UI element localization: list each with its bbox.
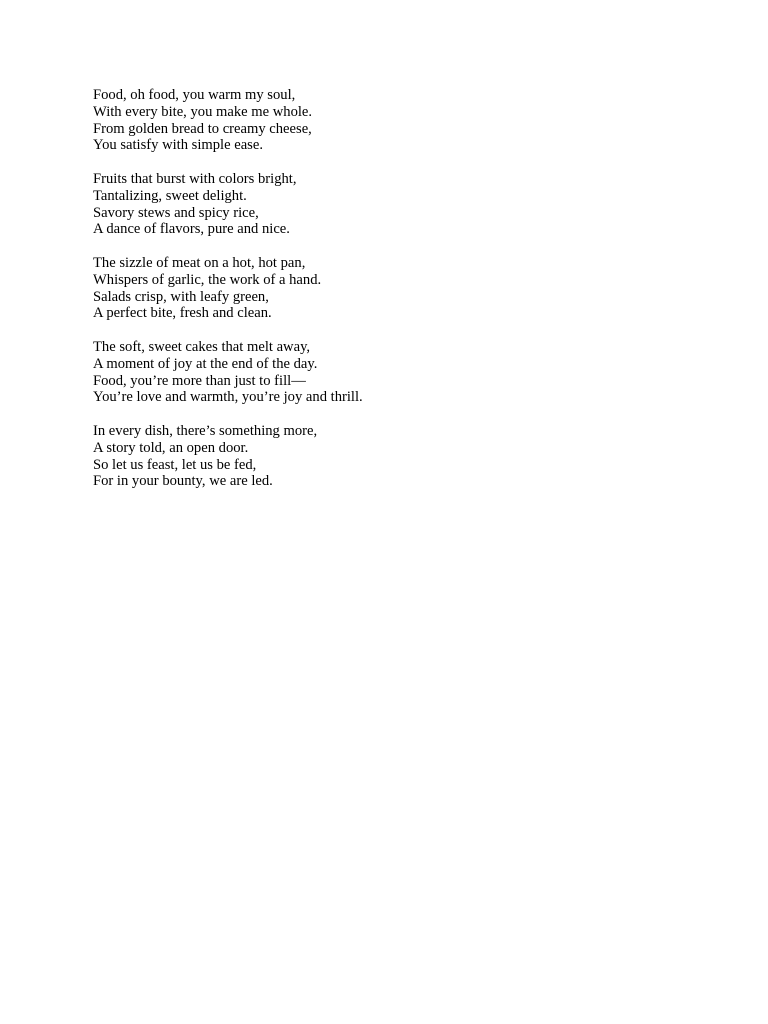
poem-line: Food, oh food, you warm my soul, (93, 87, 296, 103)
poem-line: You satisfy with simple ease. (93, 137, 263, 154)
stanza-4 (93, 339, 693, 406)
poem-line: So let us feast, let us be fed, (93, 456, 257, 473)
poem-line: Savory stews and spicy rice, (93, 204, 259, 221)
poem-line: From golden bread to creamy cheese, (93, 120, 312, 137)
poem-line: A perfect bite, fresh and clean. (93, 305, 272, 322)
poem-line: Tantalizing, sweet delight. (93, 187, 247, 204)
poem-line: A story told, an open door. (93, 439, 249, 456)
poem-line: The soft, sweet cakes that melt away, (93, 338, 311, 355)
poem-line: For in your bounty, we are led. (93, 473, 273, 490)
poem-line: Food, you’re more than just to fill— (93, 372, 306, 389)
stanza-5 (93, 423, 693, 490)
poem-line: A moment of joy at the end of the day. (93, 355, 318, 372)
stanza-3 (93, 255, 693, 322)
stanza-1 (93, 87, 693, 154)
poem-line: A dance of flavors, pure and nice. (93, 221, 290, 238)
poem-line: You’re love and warmth, you’re joy and thrill. (93, 389, 363, 406)
poem-line: Whispers of garlic, the work of a hand. (93, 271, 322, 288)
poem-line: The sizzle of meat on a hot, hot pan, (93, 254, 306, 271)
poem-line: Fruits that burst with colors bright, (93, 170, 297, 187)
poem-line: Salads crisp, with leafy green, (93, 288, 269, 305)
poem-line: In every dish, there’s something more, (93, 422, 318, 439)
poem (93, 87, 693, 507)
stanza-2 (93, 171, 693, 238)
poem-line: With every bite, you make me whole. (93, 103, 313, 120)
